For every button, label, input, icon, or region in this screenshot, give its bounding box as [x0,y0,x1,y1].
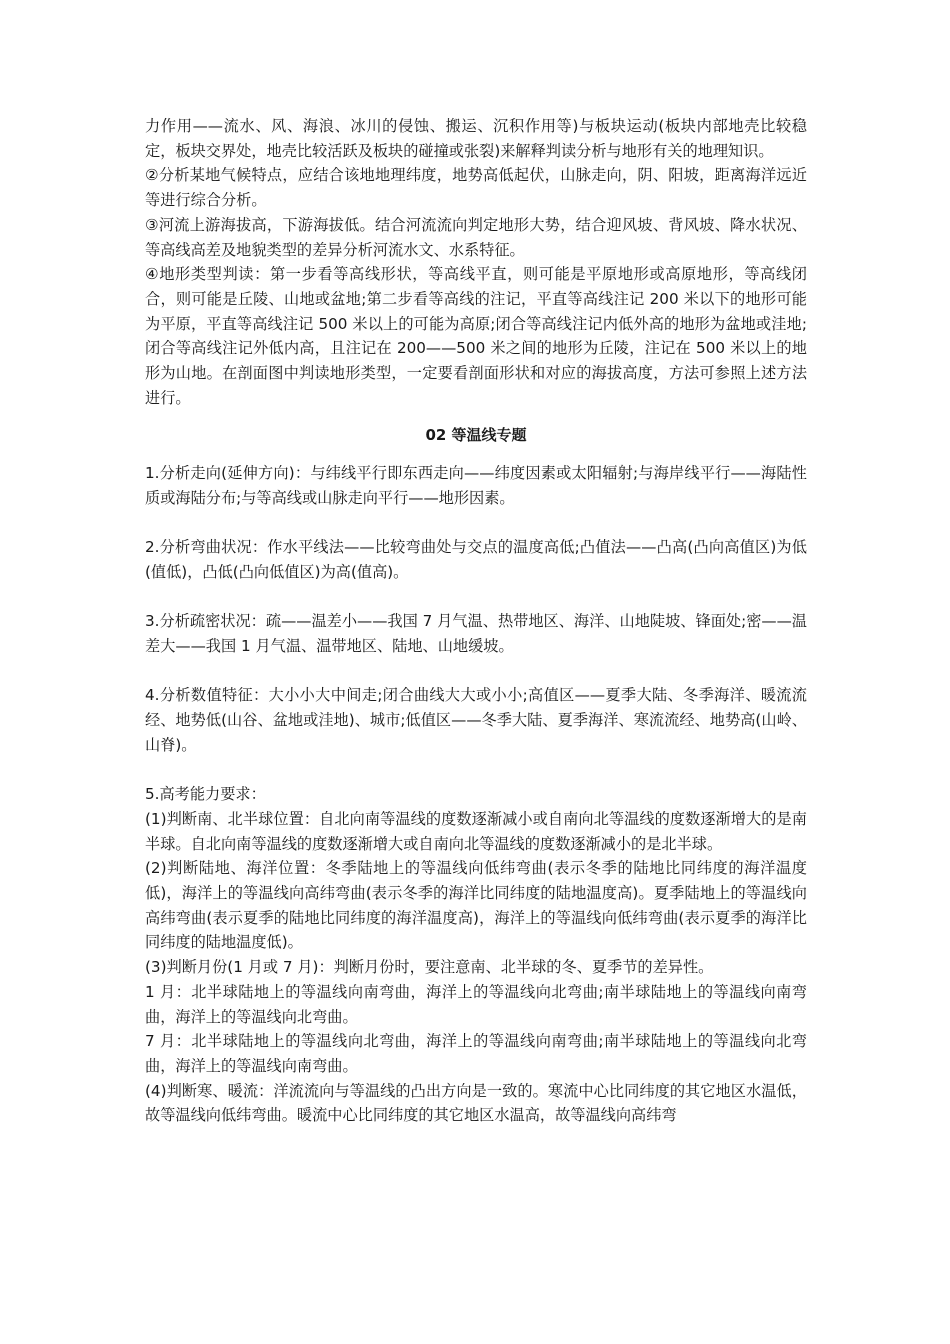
paragraph-land-sea: (2)判断陆地、海洋位置：冬季陆地上的等温线向低纬弯曲(表示冬季的陆地比同纬度的海洋温度低)，海洋上的等温线向高纬弯曲(表示冬季的海洋比同纬度的陆地温度高)。夏季陆地上的等温线向高纬弯曲(表示夏季的陆地比同纬度的海洋温度高)，海洋上的等温线向低纬弯曲(表示夏季的海洋比同纬度的陆地温度低)。 [145,859,807,952]
paragraph-values: 4.分析数值特征：大小小大中间走;闭合曲线大大或小小;高值区——夏季大陆、冬季海洋、暖流流经、地势低(山谷、盆地或洼地)、城市;低值区——冬季大陆、夏季海洋、寒流流经、地势高(山岭、山脊)。 [145,686,807,754]
paragraph-climate-analysis: ②分析某地气候特点，应结合该地地理纬度，地势高低起伏，山脉走向，阴、阳坡，距离海洋远近等进行综合分析。 [145,166,807,210]
paragraph-river-analysis: ③河流上游海拔高，下游海拔低。结合河流流向判定地形大势，结合迎风坡、背风坡、降水状况、等高线高差及地貌类型的差异分析河流水文、水系特征。 [145,215,807,259]
paragraph-hemisphere: (1)判断南、北半球位置：自北向南等温线的度数逐渐减小或自南向北等温线的度数逐渐增大的是南半球。自北向南等温线的度数逐渐增大或自南向北等温线的度数逐渐减小的是北半球。 [145,809,807,853]
paragraph-exam-requirements-title: 5.高考能力要求： [145,785,266,804]
paragraph-density: 3.分析疏密状况：疏——温差小——我国 7 月气温、热带地区、海洋、山地陡坡、锋面处;密——温差大——我国 1 月气温、温带地区、陆地、山地缓坡。 [145,612,807,656]
paragraph-july: 7 月：北半球陆地上的等温线向北弯曲，海洋上的等温线向南弯曲;南半球陆地上的等温线向北弯曲，海洋上的等温线向南弯曲。 [145,1032,807,1075]
paragraph-landform-types: ④地形类型判读：第一步看等高线形状，等高线平直，则可能是平原地形或高原地形，等高线闭合，则可能是丘陵、山地或盆地;第二步看等高线的注记，平直等高线注记 200 米以下的地形可能为平原，平直等高线注记 500 米以上的可能为高原;闭合等高线注记内低外高的地形为盆地或洼地;闭合等高线注记外低内高，且注记在 200——500 米之间的地形为丘陵，注记在 500 米以上的地形为山地。在剖面图中判读地形类型，一定要看剖面形状和对应的海拔高度，方法可参照上述方法进行。 [145,265,807,407]
paragraph-trend: 1.分析走向(延伸方向)：与纬线平行即东西走向——纬度因素或太阳辐射;与海岸线平行——海陆性质或海陆分布;与等高线或山脉走向平行——地形因素。 [145,464,807,507]
spacer [145,659,807,684]
spacer [145,511,807,536]
spacer [145,758,807,783]
paragraph-month: (3)判断月份(1 月或 7 月)：判断月份时，要注意南、北半球的冬、夏季节的差异性。 [145,958,714,977]
paragraph-currents: (4)判断寒、暖流：洋流流向与等温线的凸出方向是一致的。寒流中心比同纬度的其它地区水温低，故等温线向低纬弯曲。暖流中心比同纬度的其它地区水温高，故等温线向高纬弯 [145,1081,807,1125]
paragraph-landform-forces: 力作用——流水、风、海浪、冰川的侵蚀、搬运、沉积作用等)与板块运动(板块内部地壳比较稳定，板块交界处，地壳比较活跃及板块的碰撞或张裂)来解释判读分析与地形有关的地理知识。 [145,117,807,160]
spacer [145,585,807,610]
paragraph-bending: 2.分析弯曲状况：作水平线法——比较弯曲处与交点的温度高低;凸值法——凸高(凸向高值区)为低(值低)，凸低(凸向低值区)为高(值高)。 [145,538,807,581]
paragraph-january: 1 月：北半球陆地上的等温线向南弯曲，海洋上的等温线向北弯曲;南半球陆地上的等温线向南弯曲，海洋上的等温线向北弯曲。 [145,982,807,1026]
section-title: 02 等温线专题 [425,426,527,445]
document-page [145,114,807,1128]
